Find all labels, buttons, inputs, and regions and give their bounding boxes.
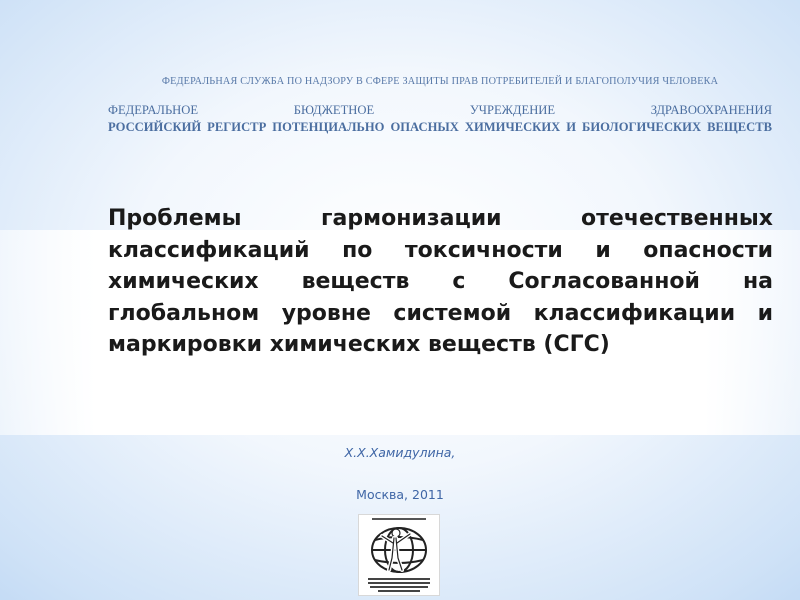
author-name: Х.Х.Хамидулина,	[344, 445, 456, 460]
registry-logo-icon	[358, 514, 440, 596]
presentation-title: Проблемы гармонизации отечественных классификаций по токсичности и опасности химических веществ с Согласованной на глобальном уровне системой классификации и маркировки химических веществ (СГС)	[108, 206, 773, 357]
header-block	[108, 76, 772, 135]
registry-logo	[358, 514, 440, 596]
agency-name: ФЕДЕРАЛЬНАЯ СЛУЖБА ПО НАДЗОРУ В СФЕРЕ ЗАЩИТЫ ПРАВ ПОТРЕБИТЕЛЕЙ И БЛАГОПОЛУЧИЯ ЧЕЛОВЕКА	[161, 76, 719, 87]
registry-name: РОССИЙСКИЙ РЕГИСТР ПОТЕНЦИАЛЬНО ОПАСНЫХ ХИМИЧЕСКИХ И БИОЛОГИЧЕСКИХ ВЕЩЕСТВ	[108, 120, 772, 134]
place-and-date: Москва, 2011	[356, 487, 444, 502]
institution-name: ФЕДЕРАЛЬНОЕ БЮДЖЕТНОЕ УЧРЕЖДЕНИЕ ЗДРАВООХРАНЕНИЯ	[108, 103, 772, 117]
